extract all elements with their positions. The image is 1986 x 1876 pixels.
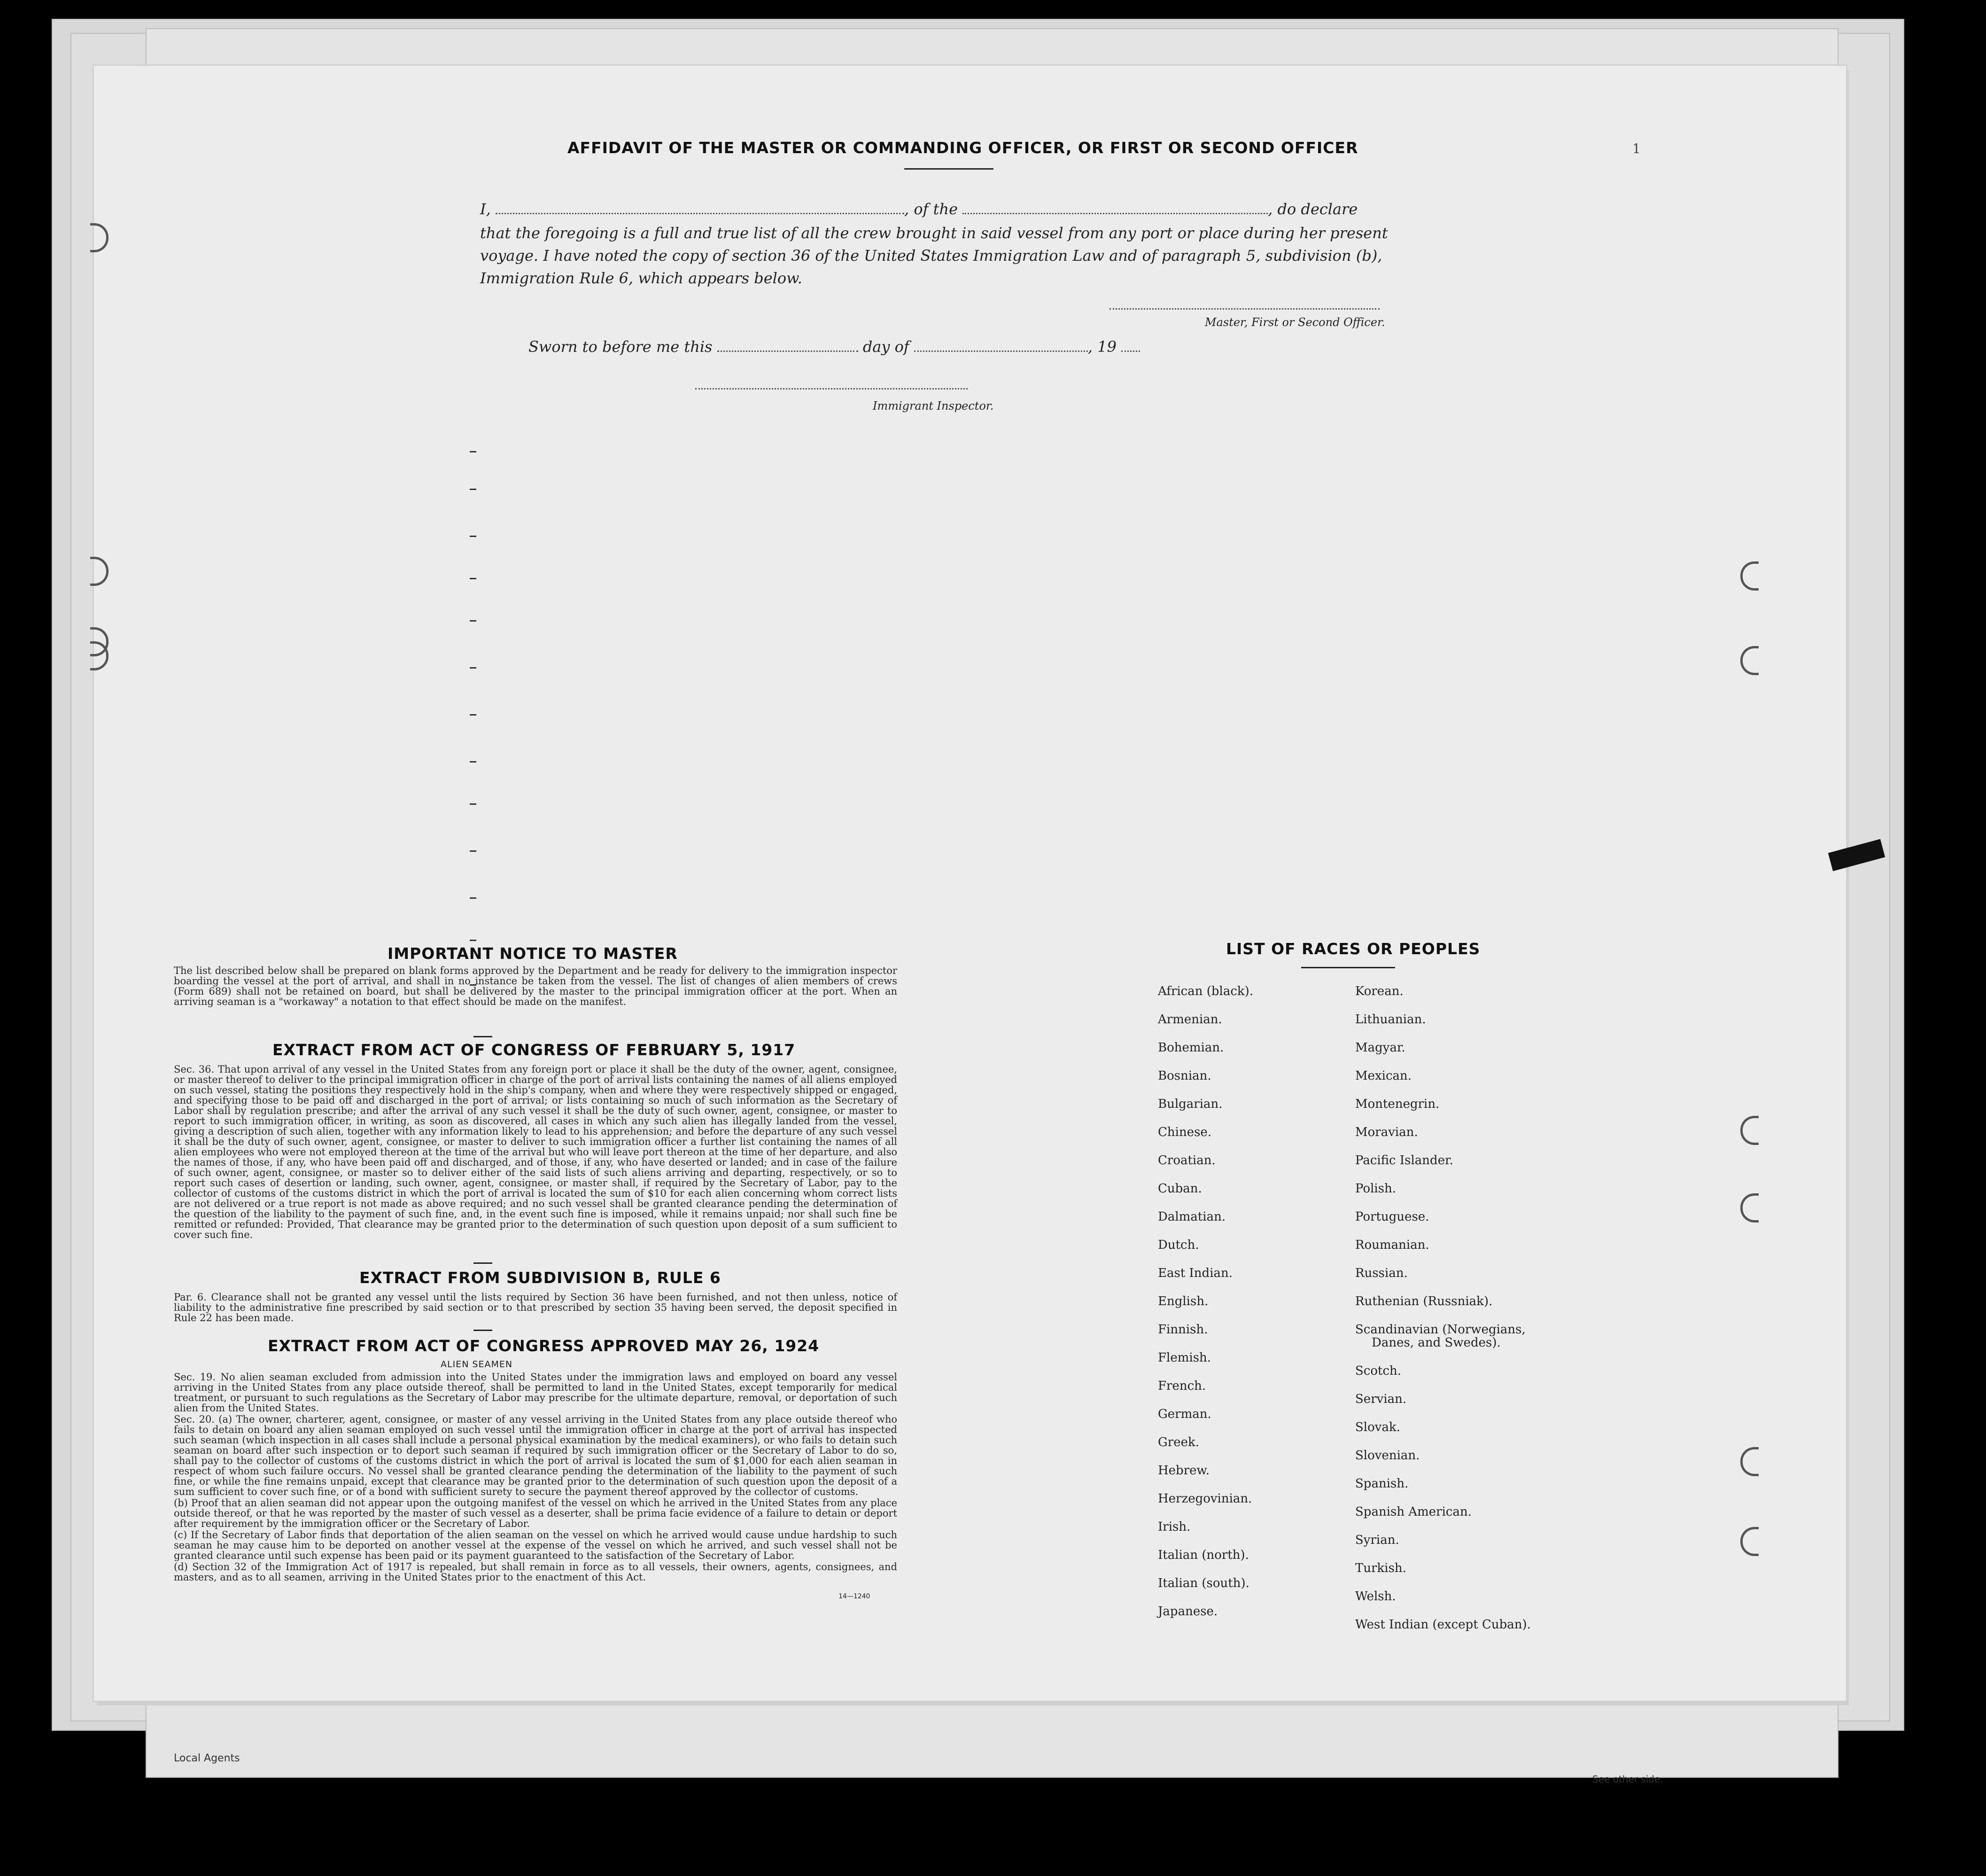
extract-1924-para: Sec. 20. (a) The owner, charterer, agent, consignee, or master of any vessel arriving in the United States from any place outside thereof who fails to detain on board any alien seaman employed on such vessel until the immigration officer in charge at the port of arrival has inspected such seaman (which inspection in all cases shall include a personal physical examination by the medical examiners), or who fails to detain such seaman on board after such inspection or to deport such seaman if required by such immigration officer or the Secretary of Labor to do so, shall pay to the collector of customs of the customs district in which the port of arrival is located the sum of $1,000 for each alien seaman in respect of whom such failure occurs. No vessel shall be granted clearance pending the determination of the liability to the payment of such fine, or while the fine remains unpaid, except that clearance may be granted prior to the determination of such question upon the deposit of a sum sufficient to cover such fine, or of a bond with sufficient surety to secure the payment thereof approved by the collector of customs. [174,1414,897,1497]
bottom-right-mark: See other side. [1592,1774,1663,1785]
race-item: Mexican. [1355,1069,1412,1083]
race-item: Turkish. [1355,1561,1406,1575]
sworn-prefix: Sworn to before me this [528,338,713,356]
race-item: Pacific Islander. [1355,1153,1453,1168]
race-item: Dutch. [1158,1238,1199,1252]
race-item: Slovenian. [1355,1448,1420,1463]
race-item: African (black). [1158,984,1254,998]
race-item: Greek. [1158,1435,1199,1449]
affidavit-line3: voyage. I have noted the copy of section 36 of the United States Immigration Law and of paragraph 5, subdivision (b), [480,247,1382,265]
name-blank[interactable] [496,200,904,214]
extract-1924-subtitle: ALIEN SEAMEN [441,1359,513,1370]
race-item: Hebrew. [1158,1463,1210,1478]
page-mark: 1 [1632,141,1641,156]
sworn-day-of: day of [862,338,909,356]
race-item: Slovak. [1355,1420,1400,1434]
extract-1917-rule [473,1262,492,1264]
affidavit-title: AFFIDAVIT OF THE MASTER OR COMMANDING OFFICER, OR FIRST OR SECOND OFFICER [567,139,1358,157]
punch-hole [1740,1116,1759,1145]
affidavit-line2: that the foregoing is a full and true list of all the crew brought in said vessel from any port or place during her present [480,224,1388,242]
race-item: Chinese. [1158,1125,1212,1139]
race-item: Welsh. [1355,1589,1396,1604]
race-item: Japanese. [1158,1604,1218,1619]
races-title: LIST OF RACES OR PEOPLES [1226,940,1481,958]
race-item: Italian (north). [1158,1548,1249,1562]
sworn-line [528,337,1140,356]
signer-label: Master, First or Second Officer. [1205,316,1385,329]
race-item: English. [1158,1294,1209,1308]
sworn-year: , 19 [1087,338,1117,356]
form-number: 14—1240 [838,1593,870,1600]
inspector-signature-blank[interactable] [695,385,968,389]
vessel-blank[interactable] [962,200,1268,214]
extract-1917-body: Sec. 36. That upon arrival of any vessel in the United States from any foreign port or place it shall be the duty of the owner, agent, consignee, or master thereof to deliver to the principal immigration officer in charge of the port of arrival lists containing the names of all aliens employed on such vessel, stating the positions they respectively hold in the ship's company, when and where they were respectively shipped or engaged, and specifying those to be paid off and discharged in the port of arrival; or lists containing so much of such information as the Secretary of Labor shall by regulation prescribe; and after the arrival of any such vessel it shall be the duty of such owner, agent, consignee, or master to report to such immigration officer, in writing, as soon as discovered, all cases in which any such alien has illegally landed from the vessel, giving a description of such alien, together with any information likely to lead to his apprehension; and before the departure of any such vessel it shall be the duty of such owner, agent, consignee, or master to deliver to such immigration officer a further list containing the names of all alien employees who were not employed thereon at the time of the arrival but who will leave port thereon at the time of her departure, and also the names of those, if any, who have been paid off and discharged, and of those, if any, who have deserted or landed; and in case of the failure of such owner, agent, consignee, or master so to deliver either of the said lists of such aliens arriving and departing, respectively, or so to report such cases of desertion or landing, such owner, agent, consignee, or master shall, if required by the Secretary of Labor, pay to the collector of customs of the customs district in which the port of arrival is located the sum of $10 for each alien concerning whom correct lists are not delivered or a true report is not made as above required; and no such vessel shall be granted clearance pending the determination of the question of the liability to the payment of such fine, and, in the event such fine is imposed, while it remains unpaid; nor shall such fine be remitted or refunded: Provided, That clearance may be granted prior to the determination of such question upon deposit of a sum sufficient to cover such fine. [174,1064,897,1240]
race-item: Armenian. [1158,1012,1222,1027]
margin-dash [470,578,476,579]
affidavit-declare: , do declare [1268,200,1358,218]
race-item: Syrian. [1355,1533,1399,1547]
race-item: West Indian (except Cuban). [1355,1618,1531,1632]
extract-1924-title: EXTRACT FROM ACT OF CONGRESS APPROVED MAY 26, 1924 [268,1337,820,1355]
race-item: Spanish American. [1355,1505,1472,1519]
notice-rule [473,1036,492,1037]
sworn-date-blank[interactable] [717,337,858,352]
margin-dash [470,761,476,763]
margin-dash [470,940,476,941]
race-item: Korean. [1355,984,1404,998]
affidavit-i: I, [480,200,491,218]
race-item: Herzegovinian. [1158,1492,1252,1506]
punch-hole [1740,646,1759,675]
notice-body: The list described below shall be prepared on blank forms approved by the Department and be ready for delivery to the immigration inspector boarding the vessel at the port of arrival, and shall in no instance be taken from the vessel. The list of changes of alien members of crews (Form 689) shall not be retained on board, but shall be delivered by the master to the principal immigration officer at the port. When an arriving seaman is a "workaway" a notation to that effect should be made on the manifest. [174,965,897,1007]
race-item: Scandinavian (Norwegians, [1355,1323,1526,1337]
extract-1917-title: EXTRACT FROM ACT OF CONGRESS OF FEBRUARY 5, 1917 [272,1041,796,1059]
race-item: Finnish. [1158,1323,1208,1337]
extract-1924-body [174,1372,897,1583]
margin-dash [470,714,476,716]
race-item: Irish. [1158,1520,1191,1534]
extract-1924-para: (c) If the Secretary of Labor finds that deportation of the alien seaman on the vessel on which he arrived would cause undue hardship to such seaman he may cause him to be deported on another vessel at the expense of the vessel on which he arrived, and such vessel shall not be granted clearance until such expense has been paid or its payment guaranteed to the satisfaction of the Secretary of Labor. [174,1529,897,1561]
race-item: Montenegrin. [1355,1097,1440,1111]
extract-rule6-body: Par. 6. Clearance shall not be granted any vessel until the lists required by Section 36 have been furnished, and not then unless, notice of liability to the administrative fine prescribed by said section or to that prescribed by section 35 having been served, the deposit specified in Rule 22 has been made. [174,1292,897,1323]
margin-dash [470,451,476,452]
punch-hole [1740,1193,1759,1222]
race-item: Flemish. [1158,1351,1211,1365]
margin-dash [470,897,476,899]
race-item: Spanish. [1355,1477,1409,1491]
margin-dash [470,667,476,669]
race-item: Magyar. [1355,1041,1405,1055]
race-item: Polish. [1355,1182,1396,1196]
margin-dash [470,489,476,490]
margin-dash [470,803,476,805]
punch-hole [1740,561,1759,591]
race-item: Scotch. [1355,1364,1402,1378]
extract-rule6-rule [473,1330,492,1331]
race-item: Danes, and Swedes). [1372,1336,1501,1350]
punch-hole [1740,1527,1759,1556]
race-item: Moravian. [1355,1125,1418,1139]
race-item: Russian. [1355,1266,1408,1280]
race-item: Portuguese. [1355,1210,1429,1224]
race-item: Ruthenian (Russniak). [1355,1294,1493,1308]
race-item: Bohemian. [1158,1041,1224,1055]
bottom-left-mark: Local Agents [174,1752,240,1764]
affidavit-line1 [480,200,1358,218]
margin-dash [470,620,476,622]
punch-hole [1740,1447,1759,1476]
races-title-rule [1301,967,1395,968]
race-item: Croatian. [1158,1153,1216,1168]
signature-blank[interactable] [1109,305,1380,310]
race-item: Bosnian. [1158,1069,1211,1083]
race-item: Bulgarian. [1158,1097,1223,1111]
manifest-page [94,66,1846,1701]
race-item: East Indian. [1158,1266,1233,1280]
sworn-year-blank[interactable] [1121,337,1140,352]
sworn-month-blank[interactable] [914,337,1088,352]
race-item: Italian (south). [1158,1576,1249,1590]
race-item: French. [1158,1379,1206,1393]
notice-title: IMPORTANT NOTICE TO MASTER [388,944,678,963]
margin-dash [470,850,476,852]
margin-dash [470,536,476,537]
race-item: Roumanian. [1355,1238,1429,1252]
punch-hole [90,223,109,252]
race-item: Cuban. [1158,1182,1202,1196]
affidavit-line4: Immigration Rule 6, which appears below. [480,269,802,287]
affidavit-of-the: , of the [904,200,958,218]
affidavit-title-rule [904,168,993,170]
inspector-label: Immigrant Inspector. [873,399,994,413]
extract-1924-para: (b) Proof that an alien seaman did not appear upon the outgoing manifest of the vessel on which he arrived in the United States from any place outside thereof, or that he was reported by the master of such vessel as a deserter, shall be prima facie evidence of a failure to detain or deport after requirement by the immigration officer or the Secretary of Labor. [174,1497,897,1529]
punch-hole [90,557,109,586]
race-item: Servian. [1355,1392,1407,1406]
race-item: German. [1158,1407,1211,1421]
race-item: Dalmatian. [1158,1210,1226,1224]
extract-1924-para: Sec. 19. No alien seaman excluded from admission into the United States under the immigration laws and employed on board any vessel arriving in the United States from any place outside thereof, shall be permitted to land in the United States, except temporarily for medical treatment, or pursuant to such regulations as the Secretary of Labor may prescribe for the ultimate departure, removal, or deportation of such alien from the United States. [174,1371,897,1414]
extract-1924-para: (d) Section 32 of the Immigration Act of 1917 is repealed, but shall remain in force as to all vessels, their owners, agents, consignees, and masters, and as to all seamen, arriving in the United States prior to the enactment of this Act. [174,1561,897,1583]
race-item: Lithuanian. [1355,1012,1426,1027]
extract-rule6-title: EXTRACT FROM SUBDIVISION B, RULE 6 [359,1269,721,1287]
